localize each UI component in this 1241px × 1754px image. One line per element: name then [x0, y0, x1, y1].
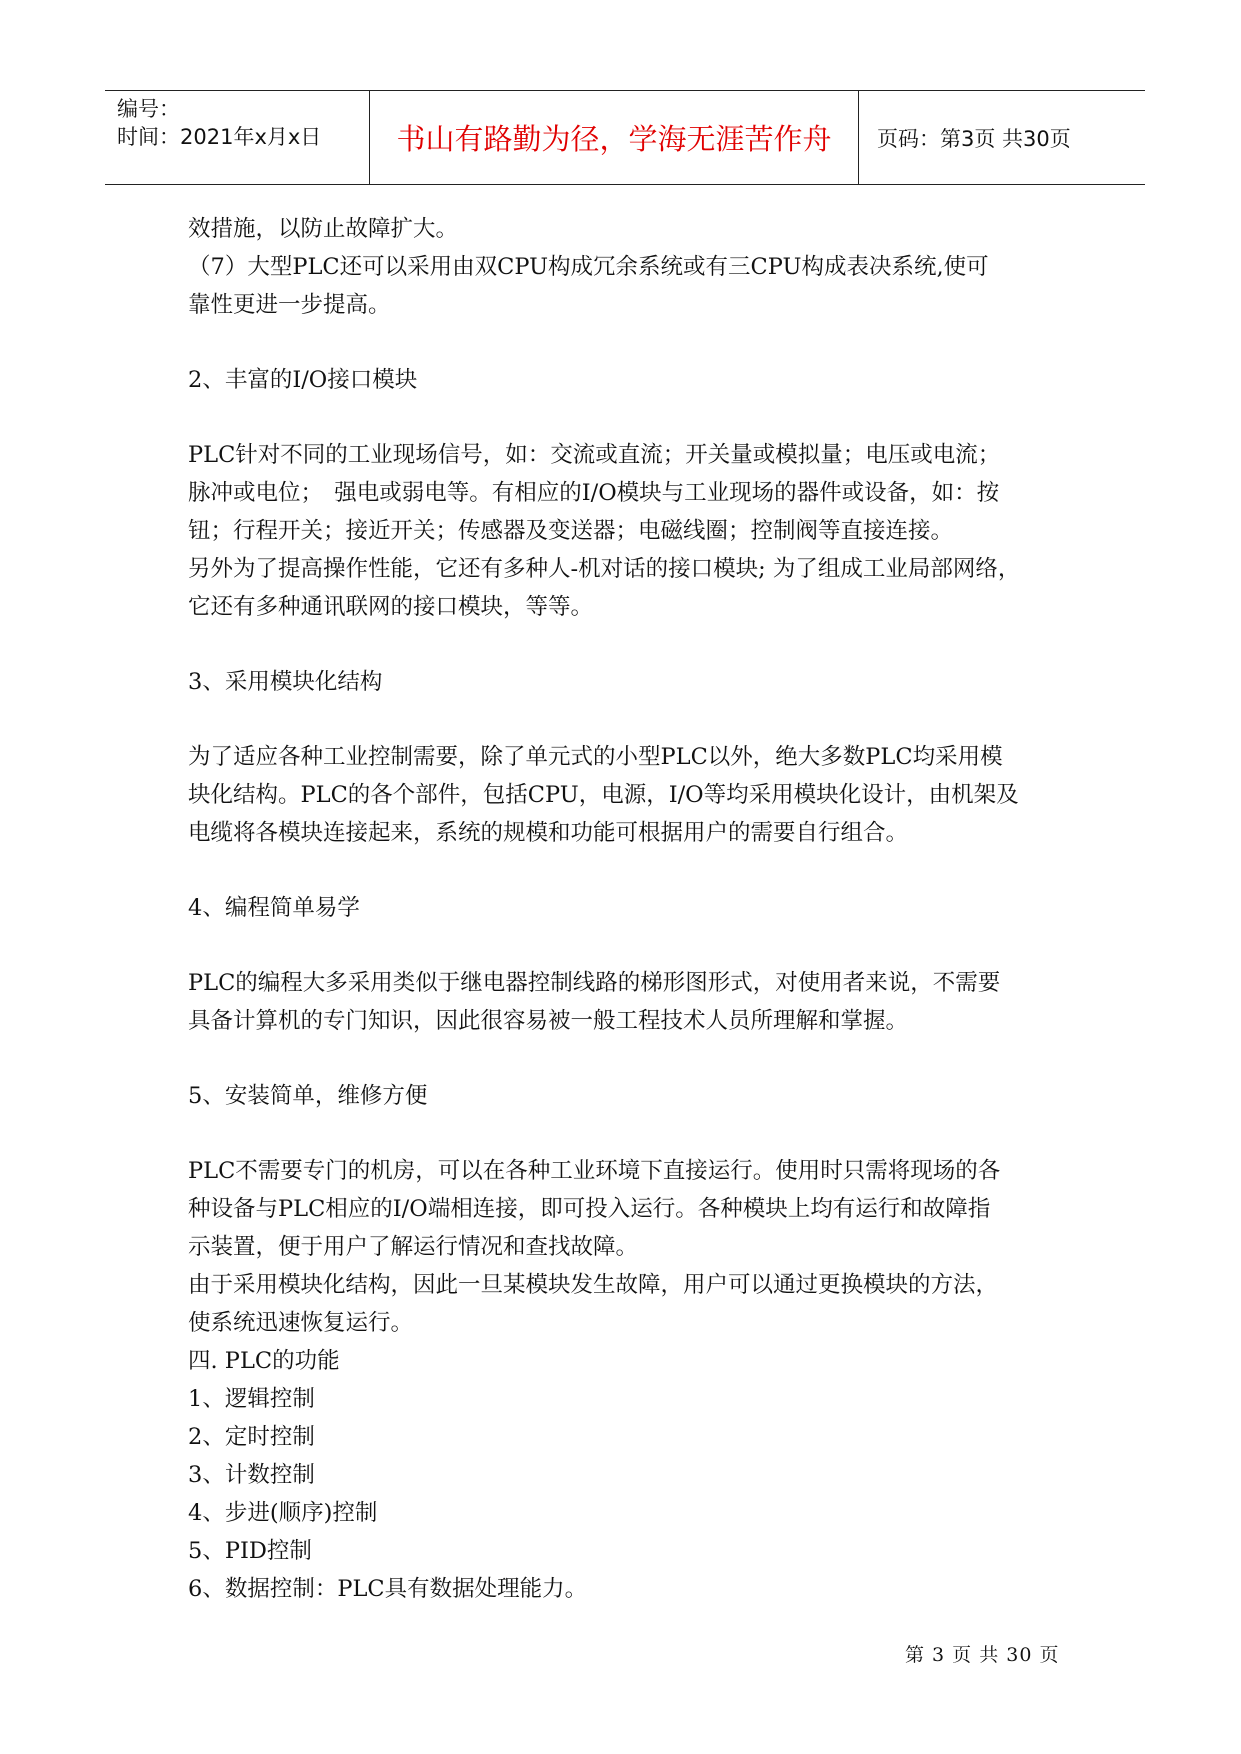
body-line: 示装置，便于用户了解运行情况和查找故障。	[188, 1234, 639, 1260]
list-item: 5、PID控制	[188, 1538, 312, 1564]
body-line: PLC的编程大多采用类似于继电器控制线路的梯形图形式，对使用者来说，不需要	[188, 970, 1001, 996]
body-line: 电缆将各模块连接起来，系统的规模和功能可根据用户的需要自行组合。	[188, 820, 909, 846]
body-line: 钮；行程开关；接近开关；传感器及变送器；电磁线圈；控制阀等直接连接。	[188, 518, 954, 544]
body-line: 块化结构。PLC的各个部件，包括CPU，电源，I/O等均采用模块化设计，由机架及	[188, 782, 1019, 808]
body-line: （7）大型PLC还可以采用由双CPU构成冗余系统或有三CPU构成表决系统,使可	[188, 254, 989, 280]
list-item: 2、定时控制	[188, 1424, 315, 1450]
time-label: 时间：2021年x月x日	[117, 125, 322, 149]
body-line: 脉冲或电位； 强电或弱电等。有相应的I/O模块与工业现场的器件或设备，如：按	[188, 480, 1000, 506]
body-line: 使系统迅速恢复运行。	[188, 1310, 414, 1336]
body-line: PLC不需要专门的机房，可以在各种工业环境下直接运行。使用时只需将现场的各	[188, 1158, 1001, 1184]
list-item: 3、计数控制	[188, 1462, 315, 1488]
page-footer: 第 3 页 共 30 页	[905, 1644, 1060, 1666]
body-line: PLC针对不同的工业现场信号，如：交流或直流；开关量或模拟量；电压或电流；	[188, 442, 1001, 468]
list-item: 4、步进(顺序)控制	[188, 1500, 378, 1526]
section-heading: 4、编程简单易学	[188, 895, 360, 921]
body-line: 具备计算机的专门知识，因此很容易被一般工程技术人员所理解和掌握。	[188, 1008, 909, 1034]
page-code: 页码：第3页 共30页	[877, 127, 1071, 151]
body-line: 为了适应各种工业控制需要，除了单元式的小型PLC以外，绝大多数PLC均采用模	[188, 744, 1003, 770]
section-heading: 四. PLC的功能	[188, 1348, 340, 1374]
body-line: 靠性更进一步提高。	[188, 292, 391, 318]
header-info-cell	[105, 91, 369, 184]
section-heading: 3、采用模块化结构	[188, 669, 383, 695]
body-line: 效措施，以防止故障扩大。	[188, 216, 459, 242]
number-label: 编号：	[117, 97, 180, 121]
header-motto-cell	[369, 91, 859, 184]
document-body	[188, 210, 1078, 1608]
section-heading: 2、丰富的I/O接口模块	[188, 367, 418, 393]
document-header	[105, 90, 1145, 185]
body-line: 种设备与PLC相应的I/O端相连接，即可投入运行。各种模块上均有运行和故障指	[188, 1196, 991, 1222]
header-page-cell	[859, 91, 1145, 184]
list-item: 6、数据控制：PLC具有数据处理能力。	[188, 1576, 588, 1602]
list-item: 1、逻辑控制	[188, 1386, 315, 1412]
body-line: 它还有多种通讯联网的接口模块，等等。	[188, 594, 594, 620]
body-line: 另外为了提高操作性能，它还有多种人-机对话的接口模块; 为了组成工业局部网络，	[188, 556, 1021, 582]
section-heading: 5、安装简单，维修方便	[188, 1083, 428, 1109]
body-line: 由于采用模块化结构，因此一旦某模块发生故障，用户可以通过更换模块的方法，	[188, 1272, 999, 1298]
motto-text: 书山有路勤为径，学海无涯苦作舟	[396, 122, 832, 156]
